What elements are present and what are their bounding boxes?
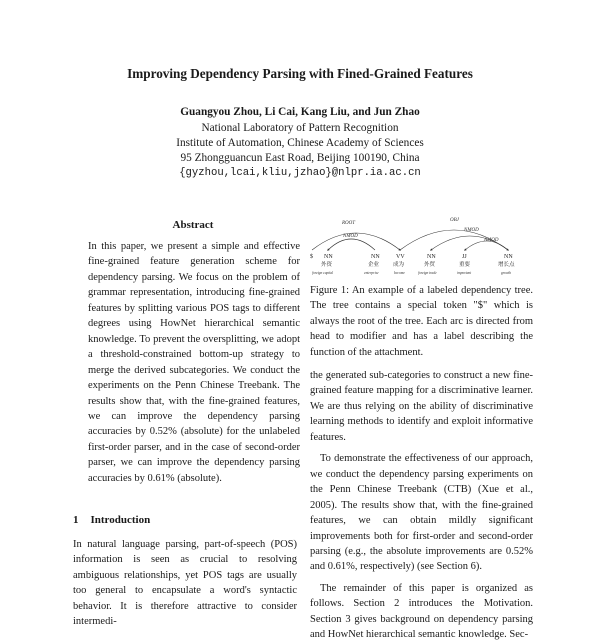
arc-label-amod: AMOD (484, 238, 499, 243)
paper-authors: Guangyou Zhou, Li Cai, Kang Liu, and Jun Zhao (180, 106, 420, 118)
token-word: $ (310, 254, 313, 260)
token-word: 企业 (368, 262, 380, 268)
arc-label-root: ROOT (342, 221, 356, 226)
paper-title: Improving Dependency Parsing with Fined-Grained Features (127, 66, 473, 81)
token-gloss: foreign capital (312, 271, 334, 275)
affiliation-address: 95 Zhongguancun East Road, Beijing 100190, China (180, 152, 420, 164)
abstract-body (88, 239, 300, 486)
token-tag: NN (427, 254, 436, 260)
abstract-text: In this paper, we present a simple and effective fine-grained feature generation scheme for dependency parsing. We focus on the problem of grammar representation, introducing fine-grained features by splitting various POS tags to different degrees using HowNet hierarchical semantic knowledge. To prevent the oversplitting, we adopt a threshold-constrained bottom-up strategy to merge the derived subcategories. We conduct the experiments on the Penn Chinese Treebank. The results show that, with the fine-grained features, we can improve the dependency parsing accuracies by 0.52% (absolute) for the unlabeled first-order parser, and in the case of second-order parser, we can improve the dependency parsing accuracies by 0.61% (absolute). (88, 241, 300, 484)
token-tag: VV (396, 254, 405, 260)
section-heading-introduction (73, 514, 150, 526)
section-number: 1 (73, 514, 79, 526)
affiliation-institute: Institute of Automation, Chinese Academy of Sciences (176, 137, 424, 149)
token-gloss: foreign trade (418, 271, 437, 275)
arc-label-nmod-2: NMOD (464, 228, 479, 233)
figure-caption: Figure 1: An example of a labeled dependency tree. The tree contains a special token "$" which is always the root of the tree. Each arc is directed from head to modifier and has a label describing the function of the attachment. (310, 285, 533, 358)
token-tag: JJ (462, 254, 467, 260)
abstract-heading: Abstract (172, 219, 214, 231)
introduction-text: In natural language parsing, part-of-speech (POS) information is seen as crucial to resolving ambiguous relationships, yet POS tags are usually too general to encapsulate a word's syntactic behavior. It is therefore attractive to consider intermedi- (73, 539, 297, 628)
dependency-tree-figure (304, 214, 532, 278)
arc-nmod-1 (328, 239, 375, 250)
token-word: 外贸 (424, 262, 436, 268)
paragraph: To demonstrate the effectiveness of our approach, we conduct the dependency parsing experiments on the Penn Chinese Treebank (CTB) (Xue et al., 2005). The results show that, with the fine-grained features, we can obtain mildly significant improvements both for first-order and second-order parsing (e.g., the absolute improvements are 0.52% and 0.61%, respectively) (see Section 6). (310, 453, 533, 573)
right-column-body (310, 368, 533, 643)
paragraph: the generated sub-categories to construct a new fine-grained feature mapping for a discriminative learner. We are thus relying on the ability of discriminative learning methods to identify and exploit informative features. (310, 370, 533, 443)
token-word: 重要 (459, 262, 471, 268)
section-title: Introduction (90, 514, 151, 526)
token-tag: NN (324, 254, 333, 260)
token-gloss: enterprise (364, 271, 379, 275)
paragraph: The remainder of this paper is organized as follows. Section 2 introduces the Motivation. Section 3 gives background on dependency parsing and HowNet hierarchical semantic knowledge. Sec- (310, 582, 533, 641)
introduction-body (73, 537, 297, 630)
dependency-tree-svg (304, 214, 532, 278)
token-tag: NN (371, 254, 380, 260)
token-gloss: important (457, 271, 472, 275)
token-gloss: growth (501, 271, 512, 275)
token-word: 成为 (393, 262, 405, 268)
token-tag: NN (504, 254, 513, 260)
token-gloss: become (394, 271, 405, 275)
arc-label-obj: OBJ (450, 218, 459, 223)
token-word: 外资 (321, 262, 333, 268)
affiliation-lab: National Laboratory of Pattern Recognition (201, 122, 399, 134)
author-emails: {gyzhou,lcai,kliu,jzhao}@nlpr.ia.ac.cn (179, 167, 421, 179)
token-word: 增长点 (498, 262, 515, 268)
arc-label-nmod-1: NMOD (343, 234, 358, 239)
